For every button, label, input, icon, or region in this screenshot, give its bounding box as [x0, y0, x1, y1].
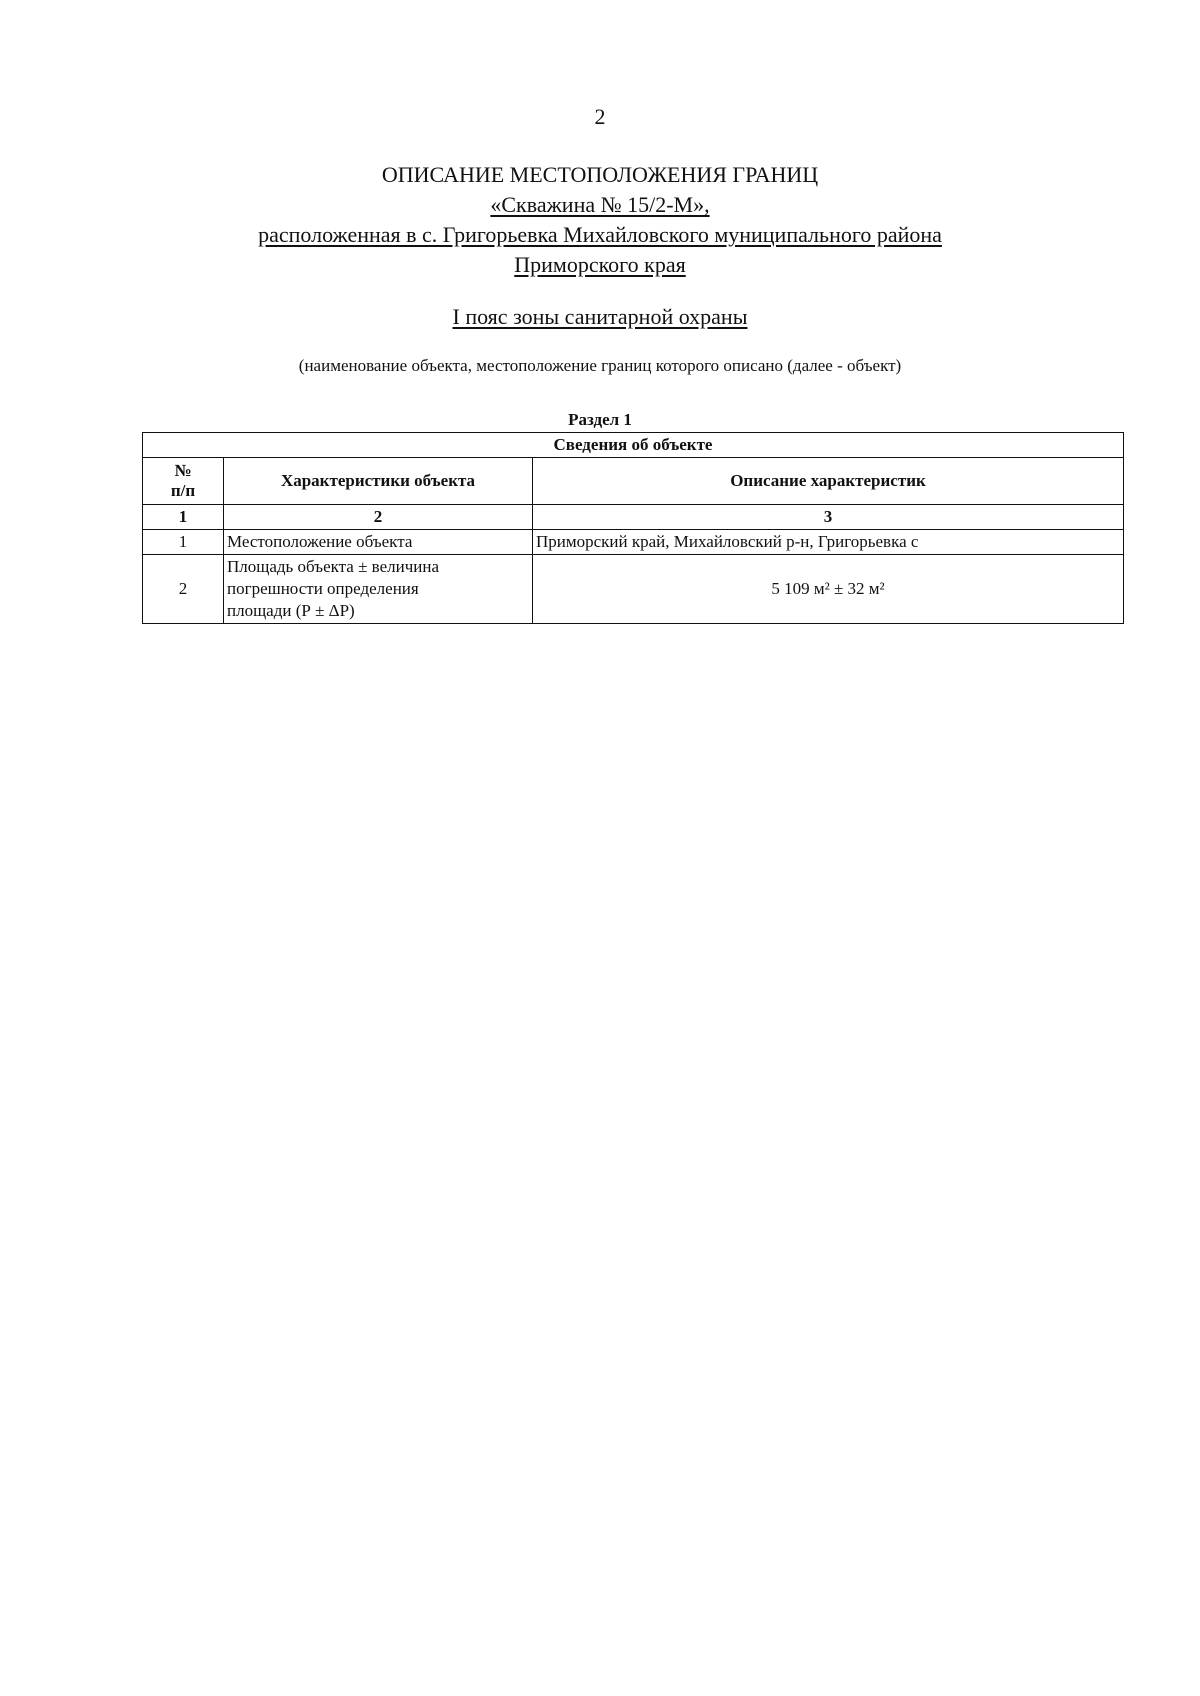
row-number: 2 [143, 555, 224, 624]
header-num-symbol: № [174, 461, 192, 480]
object-info-table [142, 432, 1124, 624]
header-object-name: «Скважина № 15/2-М», [490, 192, 710, 217]
document-header [0, 160, 1200, 280]
characteristic-line: погрешности определения [227, 579, 419, 598]
page-number: 2 [594, 104, 606, 129]
column-number-2: 2 [224, 505, 533, 530]
row-description: 5 109 м² ± 32 м² [533, 555, 1124, 624]
characteristic-line: площади (Р ± ΔР) [227, 601, 355, 620]
header-cell-num [143, 458, 224, 505]
section-label: Раздел 1 [568, 410, 632, 429]
characteristic-line: Площадь объекта ± величина [227, 557, 440, 576]
header-title: ОПИСАНИЕ МЕСТОПОЛОЖЕНИЯ ГРАНИЦ [381, 162, 819, 187]
header-cell-description: Описание характеристик [533, 458, 1124, 505]
table-title: Сведения об объекте [143, 433, 1124, 458]
header-cell-characteristic: Характеристики объекта [224, 458, 533, 505]
object-note: (наименование объекта, местоположение границ которого описано (далее - объект) [298, 356, 902, 375]
column-number-1: 1 [143, 505, 224, 530]
row-number: 1 [143, 530, 224, 555]
header-num-pp: п/п [170, 481, 196, 500]
table-row [143, 555, 1124, 624]
row-characteristic: Местоположение объекта [224, 530, 533, 555]
row-description: Приморский край, Михайловский р-н, Григорьевка с [533, 530, 1124, 555]
table-row [143, 530, 1124, 555]
header-location: расположенная в с. Григорьевка Михайловского муниципального района [258, 222, 942, 247]
header-region: Приморского края [514, 252, 686, 277]
column-number-3: 3 [533, 505, 1124, 530]
zone-title: I пояс зоны санитарной охраны [452, 304, 748, 329]
row-characteristic [224, 555, 533, 624]
